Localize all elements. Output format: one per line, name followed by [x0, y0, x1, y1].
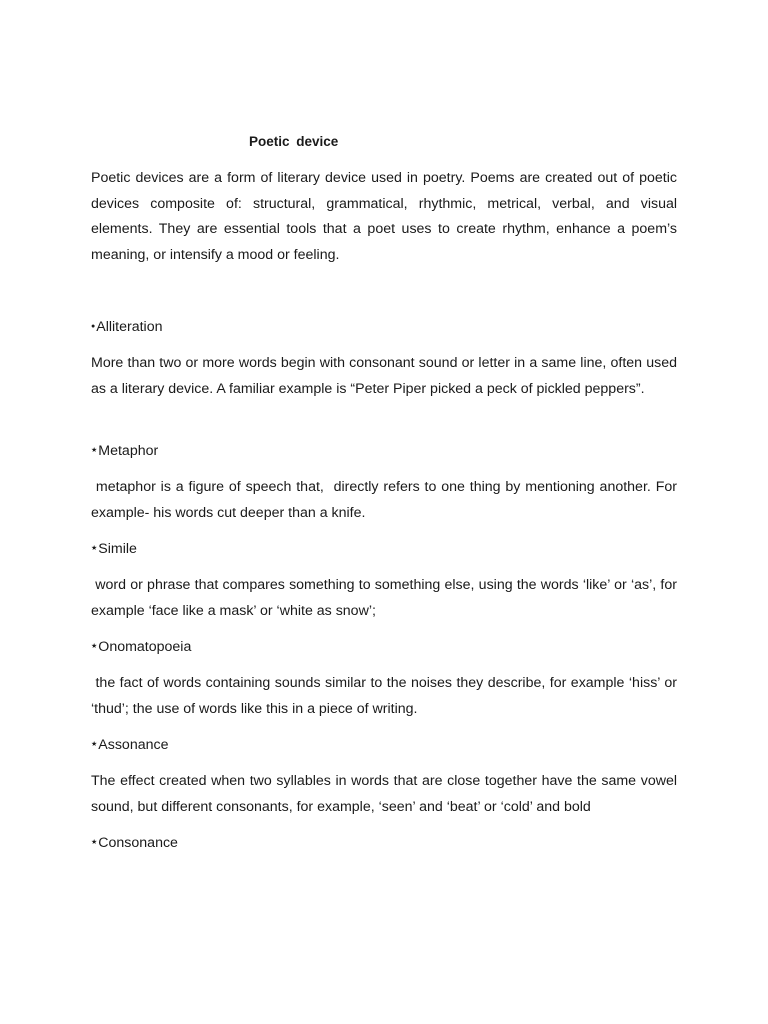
page-title: Poetic device: [249, 134, 339, 149]
section-heading-metaphor: [91, 442, 158, 460]
section-heading-label: Consonance: [98, 835, 178, 851]
bullet-star-icon: ★: [91, 545, 98, 553]
bullet-star-icon: ★: [91, 741, 98, 749]
section-heading-alliteration: [91, 318, 162, 336]
bullet-dot-icon: ●: [91, 323, 96, 331]
section-heading-consonance: [91, 834, 178, 852]
bullet-star-icon: ★: [91, 447, 98, 455]
section-heading-simile: [91, 540, 137, 558]
section-body-assonance: The effect created when two syllables in words that are close together have the same vowel sound, but different consonants, for example, ‘seen’ and ‘beat’ or ‘cold’ and bold: [91, 773, 677, 815]
intro-paragraph: Poetic devices are a form of literary device used in poetry. Poems are created out of poetic devices composite of: structural, grammatical, rhythmic, metrical, verbal, and visual elements. They are essential tools that a poet uses to create rhythm, enhance a poem’s meaning, or intensify a mood or feeling.: [91, 170, 677, 263]
section-body-onomatopoeia: the fact of words containing sounds similar to the noises they describe, for example ‘hiss’ or ‘thud’; the use of words like this in a piece of writing.: [91, 675, 681, 717]
section-heading-assonance: [91, 736, 168, 754]
section-body-simile: word or phrase that compares something to something else, using the words ‘like’ or ‘as’, for example ‘face like a mask’ or ‘white as snow’;: [91, 577, 681, 619]
section-heading-onomatopoeia: [91, 638, 191, 656]
bullet-star-icon: ★: [91, 643, 98, 651]
section-heading-label: Alliteration: [96, 319, 163, 335]
section-heading-label: Onomatopoeia: [98, 639, 192, 655]
section-heading-label: Assonance: [98, 737, 169, 753]
section-body-metaphor: metaphor is a figure of speech that, directly refers to one thing by mentioning another. For example- his words cut deeper than a knife.: [91, 479, 681, 521]
section-heading-label: Simile: [98, 541, 137, 557]
section-body-alliteration: More than two or more words begin with consonant sound or letter in a same line, often used as a literary device. A familiar example is “Peter Piper picked a peck of pickled peppers”.: [91, 355, 677, 397]
bullet-star-icon: ★: [91, 839, 98, 847]
section-heading-label: Metaphor: [98, 443, 159, 459]
